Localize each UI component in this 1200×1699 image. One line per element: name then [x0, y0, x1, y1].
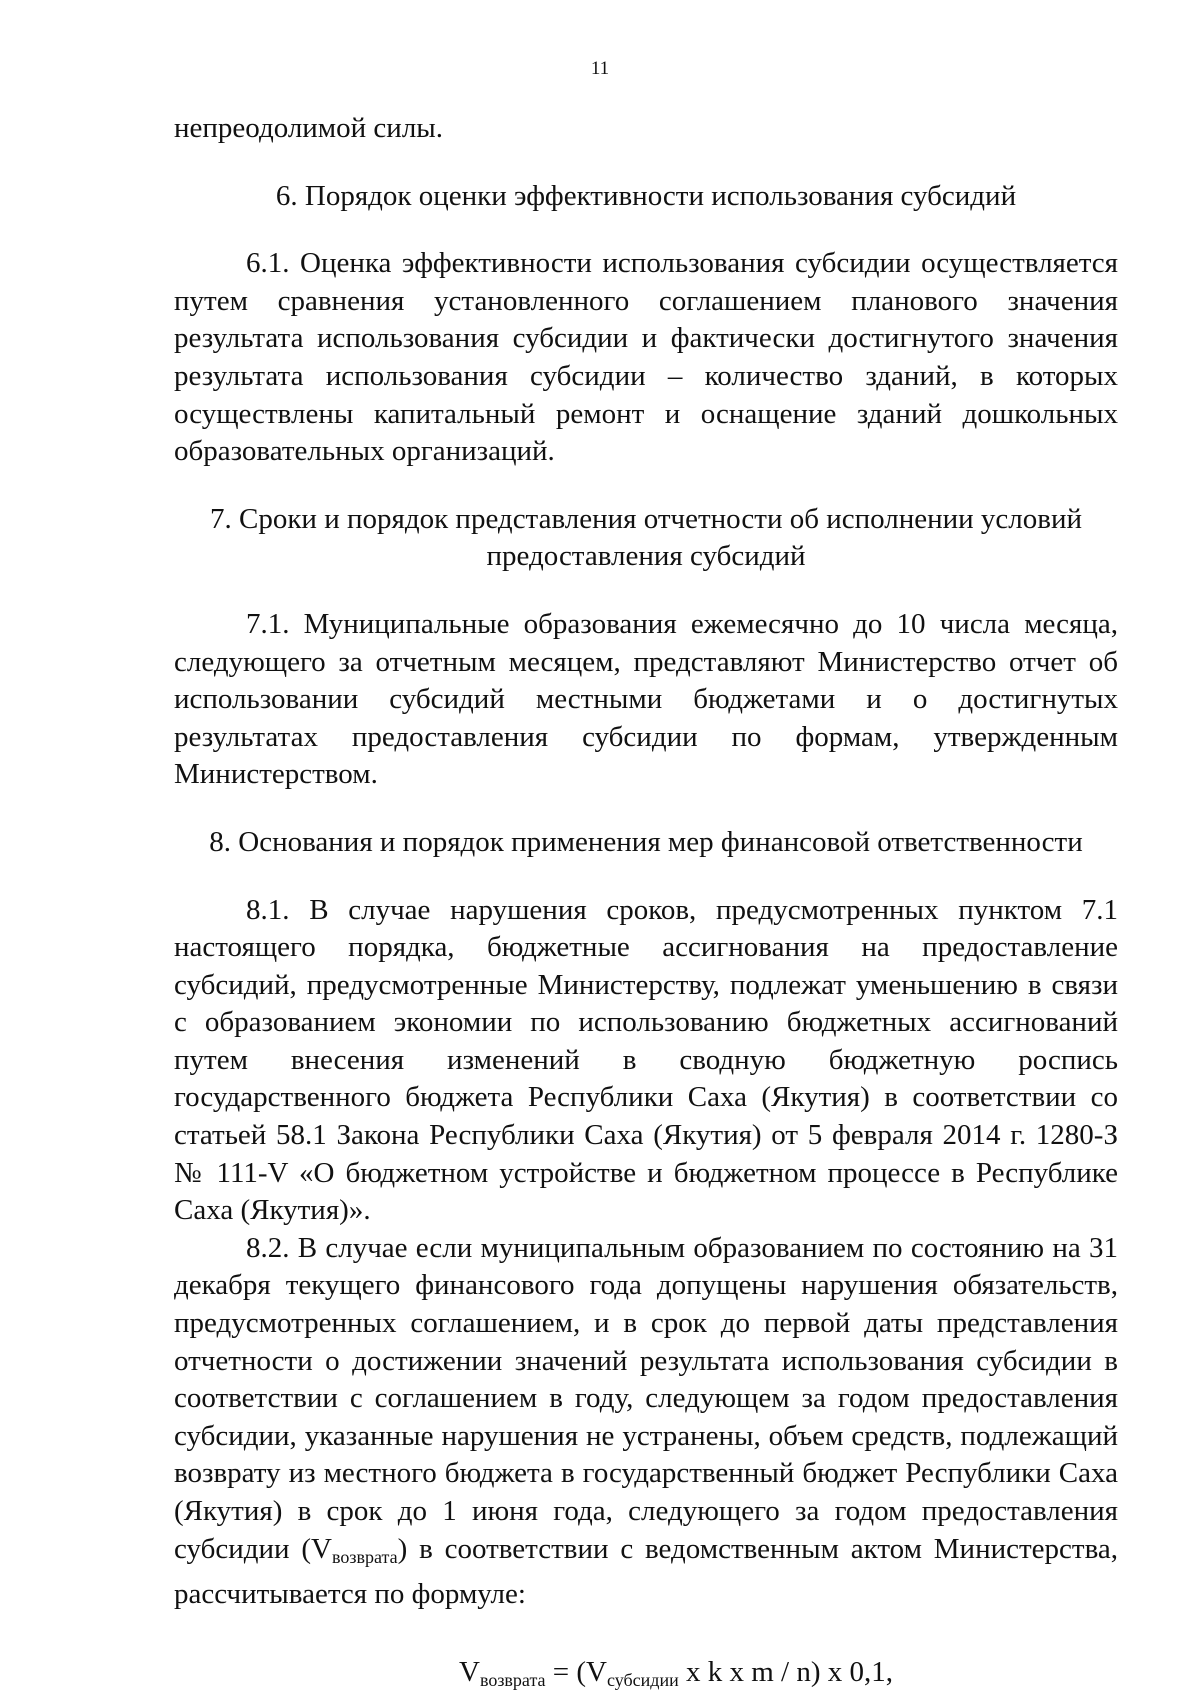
section-6-heading: 6. Порядок оценки эффективности использования субсидий [275, 179, 1017, 212]
return-formula [174, 1654, 1118, 1699]
paragraph-8-2-text-a: 8.2. В случае если муниципальным образованием по состоянию на 31 декабря текущего финансового года допущены нарушения обязательств, предусмотренных соглашением, и в срок до первой даты представления отчетности о достижении значений результата использования субсидии в соответствии с соглашением в году, следующем за годом предоставления субсидии, указанные нарушения не устранены, объем средств, подлежащий возврату из местного бюджета в государственный бюджет Республики Саха (Якутия) в срок до 1 июня года, следующего за годом предоставления субсидии (V [174, 1231, 1118, 1565]
continuation-text: непреодолимой силы. [174, 112, 444, 144]
page-number: 11 [590, 58, 610, 79]
section-8-heading: 8. Основания и порядок применения мер финансовой ответственности [209, 825, 1083, 858]
paragraph-8-2 [174, 1230, 1118, 1614]
document-body [174, 110, 1118, 1699]
section-7-heading-line-1: 7. Сроки и порядок представления отчетности об исполнении условий [210, 502, 1082, 535]
formula-v-return-subscript: возврата [479, 1669, 546, 1690]
paragraph-8-2-subscript: возврата [332, 1546, 398, 1567]
paragraph-6-1: 6.1. Оценка эффективности использования субсидии осуществляется путем сравнения установленного соглашением планового значения результата использования субсидии и фактически достигнутого значения результата использования субсидии – количество зданий, в которых осуществлены капитальный ремонт и оснащение зданий дошкольных образовательных организаций. [174, 247, 1118, 468]
section-7-heading-line-2: предоставления субсидий [486, 540, 806, 573]
formula-v-return: V [458, 1655, 480, 1688]
paragraph-7-1: 7.1. Муниципальные образования ежемесячно до 10 числа месяца, следующего за отчетным месяцем, представляют Министерство отчет об использовании субсидий местными бюджетами и о достигнутых результатах предоставления субсидии по формам, утвержденным Министерством. [174, 607, 1118, 791]
formula-v-subsidy-subscript: субсидии [607, 1669, 679, 1690]
paragraph-8-1: 8.1. В случае нарушения сроков, предусмотренных пунктом 7.1 настоящего порядка, бюджетные ассигнования на предоставление субсидий, предусмотренные Министерству, подлежат уменьшению в связи с образованием экономии по использованию бюджетных ассигнований путем внесения изменений в сводную бюджетную роспись государственного бюджета Республики Саха (Якутия) в соответствии со статьей 58.1 Закона Республики Саха (Якутия) от 5 февраля 2014 г. 1280-З № 111-V «О бюджетном устройстве и бюджетном процессе в Республике Саха (Якутия)». [174, 893, 1118, 1227]
formula-rest: x k x m / n) x 0,1, [678, 1655, 893, 1688]
paragraph-8-2-text-b: ) в соответствии с ведомственным актом Министерства, рассчитывается по формуле: [174, 1532, 1119, 1611]
formula-equals-v-subsidy: = (V [545, 1655, 607, 1688]
